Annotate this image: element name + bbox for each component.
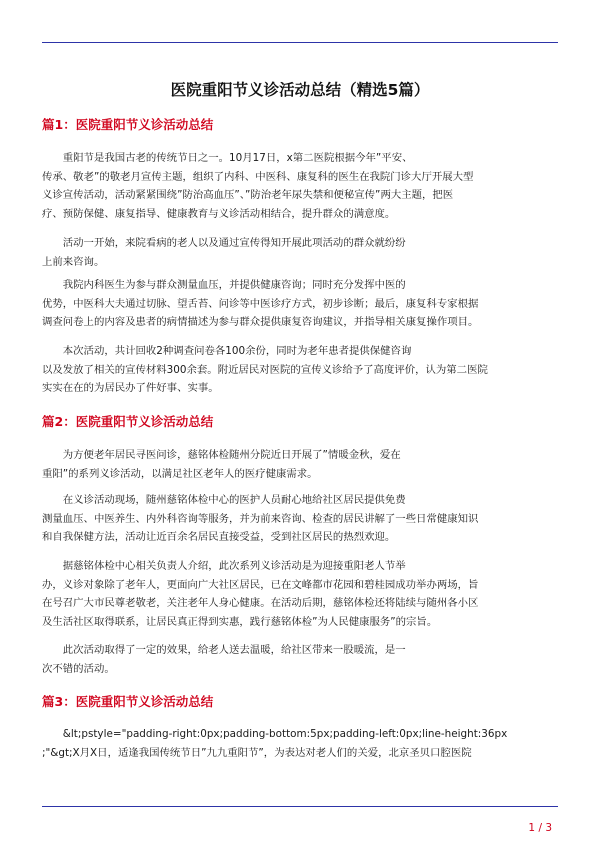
section-2-heading: 篇2：医院重阳节义诊活动总结 (42, 414, 214, 429)
section-2-paragraph-3 (42, 557, 558, 631)
text-line: 传承、敬老”的敬老月宣传主题，组织了内科、中医科、康复科的医生在我院门诊大厅开展大型 (42, 170, 474, 183)
text-line: 据慈铭体检中心相关负责人介绍，此次系列义诊活动是为迎接重阳老人节举 (42, 560, 406, 572)
text-line: 办，义诊对象除了老年人，更面向广大社区居民，已在文峰都市花园和碧桂园成功举办两场，旨 (42, 578, 479, 591)
text-line: 在号召广大市民尊老敬老，关注老年人身心健康。在活动后期，慈铭体检还将陆续与随州各小区 (42, 597, 479, 610)
text-line: 我院内科医生为参与群众测量血压，并提供健康咨询；同时充分发挥中医的 (42, 279, 406, 291)
text-line: 优势，中医科大夫通过切脉、望舌苔、问诊等中医诊疗方式，初步诊断；最后，康复科专家根据 (42, 297, 479, 310)
document-title: 医院重阳节义诊活动总结（精选5篇） (170, 81, 430, 99)
text-line: 此次活动取得了一定的效果，给老人送去温暖，给社区带来一股暖流，是一 (42, 644, 406, 656)
page-number: 1 / 3 (528, 822, 552, 834)
section-1-paragraph-4 (42, 342, 558, 398)
bottom-rule (42, 806, 558, 807)
text-line: 上前来咨询。 (42, 255, 105, 268)
top-rule (42, 42, 558, 43)
section-2-paragraph-1 (42, 446, 558, 483)
text-line: 疗、预防保健、康复指导、健康教育与义诊活动相结合，提升群众的满意度。 (42, 207, 396, 220)
section-1-paragraph-1 (42, 149, 558, 223)
text-line: 本次活动，共计回收2种调查问卷各100余份，同时为老年患者提供保健咨询 (42, 345, 412, 357)
text-line: &lt;pstyle="padding-right:0px;padding-bottom:5px;padding-left:0px;line-height:36px (42, 728, 508, 740)
text-line: 活动一开始，来院看病的老人以及通过宣传得知开展此项活动的群众就纷纷 (42, 237, 406, 249)
section-1-heading: 篇1：医院重阳节义诊活动总结 (42, 117, 214, 132)
section-3-paragraph-1 (42, 725, 558, 762)
text-line: 调查问卷上的内容及患者的病情描述为参与群众提供康复咨询建议，并指导相关康复操作项目。 (42, 316, 479, 329)
text-line: 实实在在的为居民办了件好事、实事。 (42, 382, 219, 395)
text-line: 重阳节是我国古老的传统节日之一。10月17日，x第二医院根据今年”平安、 (42, 152, 413, 164)
text-line: 在义诊活动现场，随州慈铭体检中心的医护人员耐心地给社区居民提供免费 (42, 494, 406, 506)
text-line: 测量血压、中医养生、内外科咨询等服务，并为前来咨询、检查的居民讲解了一些日常健康知识 (42, 512, 479, 525)
text-line: 重阳”的系列义诊活动，以满足社区老年人的医疗健康需求。 (42, 467, 318, 480)
text-line: 和自我保健方法，活动让近百余名居民直接受益，受到社区居民的热烈欢迎。 (42, 531, 396, 544)
section-1-paragraph-3 (42, 276, 558, 332)
text-line: 及生活社区取得联系，让居民真正得到实惠，践行慈铭体检”为人民健康服务”的宗旨。 (42, 615, 438, 628)
text-line: 次不错的活动。 (42, 662, 115, 675)
text-line: 以及发放了相关的宣传材料300余套。附近居民对医院的宣传义诊给予了高度评价，认为第二医院 (42, 363, 488, 376)
text-line: 为方便老年居民寻医问诊，慈铭体检随州分院近日开展了”情暖金秋，爱在 (42, 449, 401, 461)
text-line: 义诊宣传活动，活动紧紧围绕”防治高血压”、”防治老年尿失禁和便秘宣传”两大主题，把医 (42, 189, 454, 202)
text-line: ;"&gt;X月X日，适逢我国传统节日”九九重阳节”，为表达对老人们的关爱，北京圣贝口腔医院 (42, 746, 472, 759)
section-2-paragraph-2 (42, 491, 558, 547)
section-3-heading: 篇3：医院重阳节义诊活动总结 (42, 694, 214, 709)
section-1-paragraph-2 (42, 234, 558, 271)
section-2-paragraph-4 (42, 641, 558, 678)
